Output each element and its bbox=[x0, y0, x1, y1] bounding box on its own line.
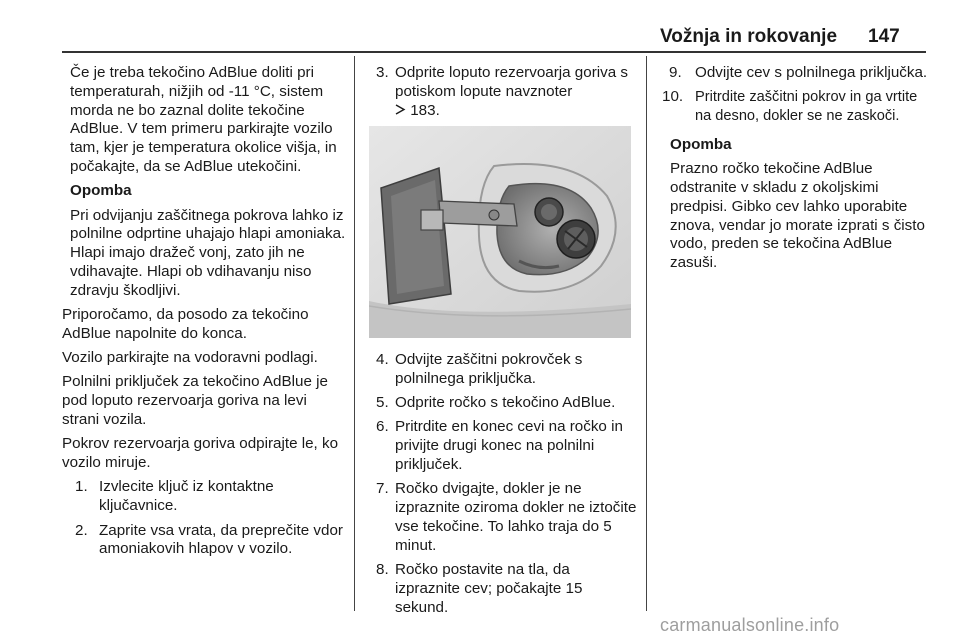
column-divider bbox=[354, 56, 355, 611]
step-number: 1. bbox=[75, 478, 88, 496]
list-item bbox=[376, 480, 638, 555]
step-text: Ročko postavite na tla, da izpraznite cev; počakajte 15 sekund. bbox=[395, 560, 583, 616]
paragraph: Polnilni priključek za tekočino AdBlue je pod loputo rezervoarja goriva na levi strani vozila. bbox=[62, 373, 328, 429]
step-number: 2. bbox=[75, 521, 88, 539]
page-reference-arrow-icon bbox=[395, 102, 406, 113]
indented-block bbox=[62, 64, 346, 301]
step-number: 3. bbox=[376, 64, 389, 81]
step-number: 8. bbox=[376, 560, 389, 578]
note-title: Opomba bbox=[670, 135, 732, 153]
intro-paragraph: Če je treba tekočino AdBlue doliti pri temperaturah, nižjih od -11 °C, sistem morda ne bo zaznal dolite tekočine AdBlue. V tem primeru parkirajte vozilo tam, kjer je temperatura okolice višja, in počakajte, da se AdBlue utekočini. bbox=[70, 64, 337, 175]
column-right bbox=[662, 64, 928, 278]
step-text: Pritrdite zaščitni pokrov in ga vrtite na desno, dokler se ne zaskoči. bbox=[695, 89, 918, 125]
note-block bbox=[662, 136, 928, 273]
step-number: 10. bbox=[662, 88, 684, 106]
list-item bbox=[376, 561, 638, 617]
step-text: Zaprite vsa vrata, da preprečite vdor amoniakovih hlapov v vozilo. bbox=[99, 521, 343, 558]
step-number: 7. bbox=[376, 480, 389, 498]
list-item bbox=[62, 522, 346, 560]
page-title: Vožnja in rokovanje bbox=[660, 26, 838, 47]
step-number: 5. bbox=[376, 394, 389, 412]
list-item bbox=[376, 394, 638, 413]
paragraph: Vozilo parkirajte na vodoravni podlagi. bbox=[62, 349, 318, 367]
column-middle-steps bbox=[376, 351, 638, 623]
list-item bbox=[376, 64, 638, 120]
step-text: Odvijte cev s polnilnega priključka. bbox=[695, 64, 928, 81]
column-middle bbox=[376, 64, 638, 126]
fuel-flap-adblue-illustration bbox=[369, 126, 631, 338]
step-number: 9. bbox=[669, 64, 682, 81]
page-reference-link[interactable]: 183. bbox=[410, 101, 440, 119]
paragraph: Pokrov rezervoarja goriva odpirajte le, ko vozilo miruje. bbox=[62, 435, 339, 472]
note-body: Pri odvijanju zaščitnega pokrova lahko iz polnilne odprtine uhajajo hlapi amoniaka. Hlapi imajo dražeč vonj, zato jih ne vdihavajte. Hlapi ob vdihavanju niso zdravju škodljivi. bbox=[70, 206, 346, 299]
step-number: 6. bbox=[376, 418, 389, 436]
step-text: Izvlecite ključ iz kontaktne ključavnice. bbox=[99, 478, 274, 515]
step-text: Odvijte zaščitni pokrovček s polnilnega priključka. bbox=[395, 351, 583, 387]
paragraph: Priporočamo, da posodo za tekočino AdBlue napolnite do konca. bbox=[62, 306, 309, 342]
column-divider bbox=[646, 56, 647, 611]
list-item bbox=[62, 478, 346, 516]
header-rule bbox=[62, 51, 926, 53]
step-text-wrapper bbox=[395, 64, 638, 120]
list-item bbox=[376, 351, 638, 389]
page-number: 147 bbox=[868, 26, 900, 47]
step-text: Pritrdite en konec cevi na ročko in privijte drugi konec na polnilni priključek. bbox=[395, 418, 623, 473]
note-body: Prazno ročko tekočine AdBlue odstranite v skladu z okoljskimi predpisi. Gibko cev lahko uporabite znova, vendar jo morate izprati s čisto vodo, preden se tekočina AdBlue zasuši. bbox=[670, 160, 925, 272]
column-left bbox=[62, 64, 346, 565]
page-header bbox=[0, 0, 960, 56]
list-item bbox=[662, 88, 928, 126]
step-text: Odprite loputo rezervoarja goriva s potiskom lopute navznoter bbox=[395, 64, 628, 100]
step-number: 4. bbox=[376, 351, 389, 368]
step-text: Ročko dvigajte, dokler je ne izpraznite oziroma dokler ne iztočite vse tekočine. To lahko traja do 5 minut. bbox=[395, 480, 637, 554]
note-title: Opomba bbox=[70, 182, 132, 200]
list-item bbox=[376, 418, 638, 474]
list-item bbox=[662, 64, 928, 83]
step-text: Odprite ročko s tekočino AdBlue. bbox=[395, 394, 616, 412]
watermark: carmanualsonline.info bbox=[660, 615, 840, 635]
